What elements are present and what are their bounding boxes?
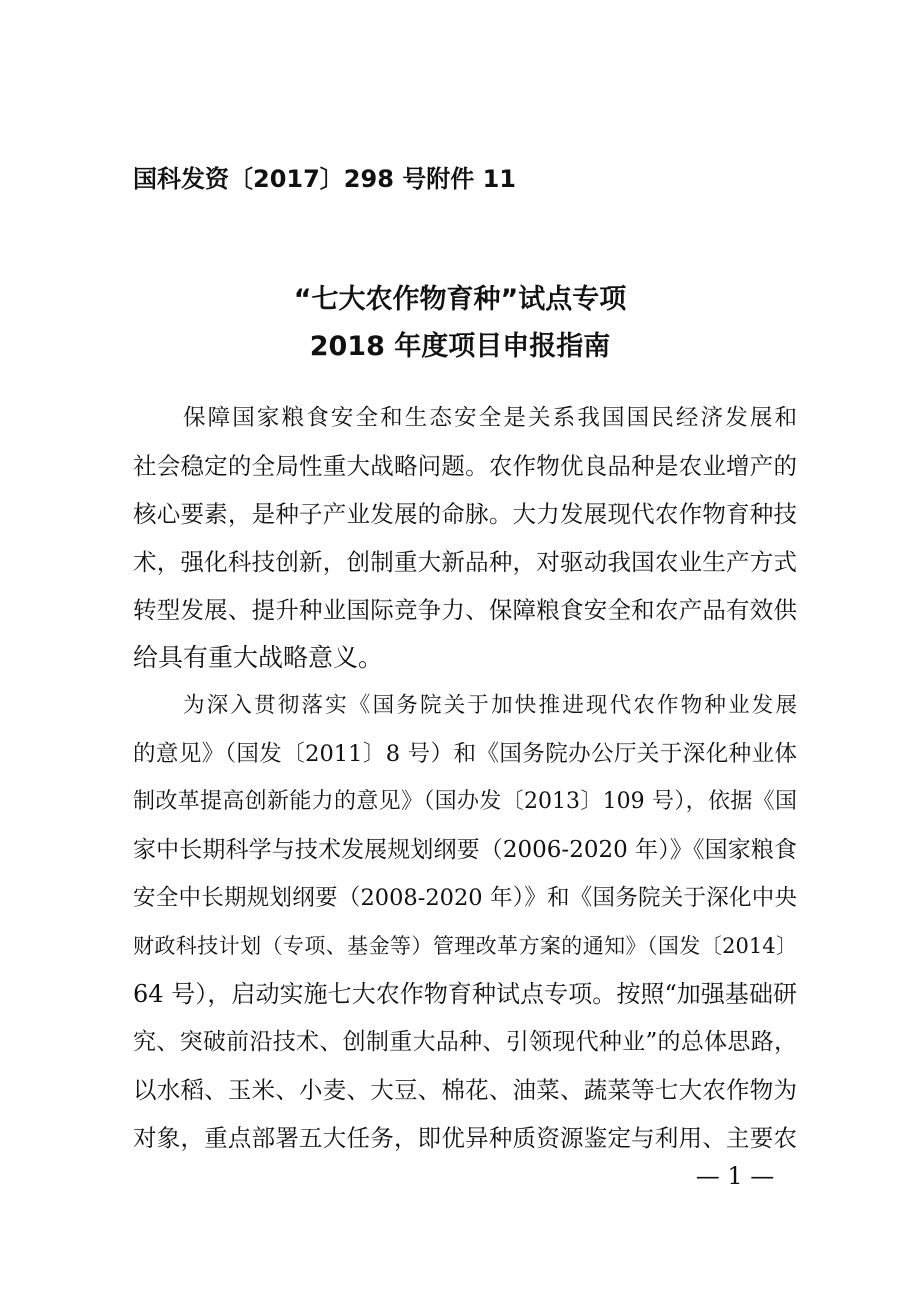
paragraph-line: 保障国家粮食安全和生态安全是关系我国国民经济发展和 <box>183 405 797 431</box>
paragraph-line: 64 号），启动实施七大农作物育种试点专项。按照“加强基础研 <box>133 980 797 1008</box>
paragraph-line: 为深入贯彻落实《国务院关于加快推进现代农作物种业发展 <box>183 693 797 718</box>
paragraph-line: 给具有重大战略意义。 <box>133 643 384 672</box>
paragraph-line: 术，强化科技创新，创制重大新品种，对驱动我国农业生产方式 <box>133 548 797 576</box>
paragraph-line: 究、突破前沿技术、创制重大品种、引领现代种业”的总体思路， <box>133 1029 797 1055</box>
document-number: 国科发资〔2017〕298 号附件 11 <box>133 165 517 193</box>
paragraph-1 <box>133 394 797 682</box>
paragraph-line: 转型发展、提升种业国际竞争力、保障粮食安全和农产品有效供 <box>133 596 797 624</box>
paragraph-line: 家中长期科学与技术发展规划纲要（2006-2020 年）》《国家粮食 <box>133 837 797 863</box>
title-line-2: 2018 年度项目申报指南 <box>309 331 611 362</box>
paragraph-line: 核心要素，是种子产业发展的命脉。大力发展现代农作物育种技 <box>133 500 797 528</box>
page-number: — 1 — <box>695 1162 775 1190</box>
paragraph-line: 对象，重点部署五大任务，即优异种质资源鉴定与利用、主要农 <box>133 1124 797 1152</box>
paragraph-line: 制改革提高创新能力的意见》（国办发〔2013〕109 号），依据《国 <box>133 789 797 814</box>
paragraph-line: 财政科技计划（专项、基金等）管理改革方案的通知》（国发〔2014〕 <box>133 934 797 958</box>
paragraph-line: 安全中长期规划纲要（2008-2020 年）》和《国务院关于深化中央 <box>133 885 797 911</box>
paragraph-2 <box>133 682 797 1162</box>
paragraph-line: 的意见》（国发〔2011〕8 号）和《国务院办公厅关于深化种业体 <box>133 741 797 767</box>
paragraph-line: 社会稳定的全局性重大战略问题。农作物优良品种是农业增产的 <box>133 452 797 480</box>
title-line-1: “七大农作物育种”试点专项 <box>293 284 627 315</box>
paragraph-line: 以水稻、玉米、小麦、大豆、棉花、油菜、蔬菜等七大农作物为 <box>133 1076 797 1104</box>
